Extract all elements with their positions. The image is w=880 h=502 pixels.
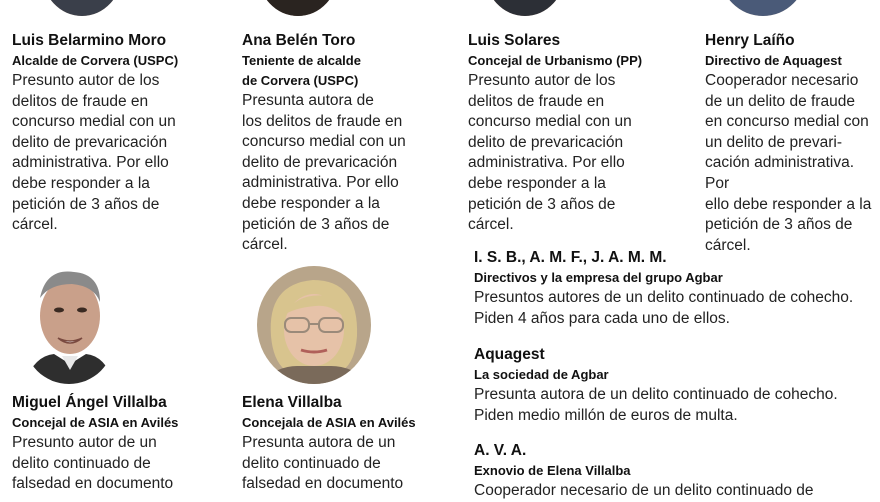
person-role: Alcalde de Corvera (USPC) (12, 53, 179, 68)
profile-henry-laino (705, 31, 880, 256)
person-description: Presunto autor de los delitos de fraude en concurso medial con un delito de prevaricación administrativa. Por ello debe responder a la petición de 3 años de cárcel. (12, 72, 176, 234)
block-description: Cooperador necesario de un delito continuado de (474, 482, 814, 499)
profile-luis-solares (468, 31, 642, 236)
profile-miguel-angel-villalba (12, 393, 178, 495)
portrait-miguel-angel-villalba (24, 264, 114, 384)
portrait-ana-belen-toro (258, 0, 338, 16)
block-title: Aquagest (474, 346, 545, 363)
person-name: Ana Belén Toro (242, 32, 356, 49)
block-title: A. V. A. (474, 442, 527, 459)
block-role: Directivos y la empresa del grupo Agbar (474, 270, 723, 285)
block-description: Presuntos autores de un delito continuado de cohecho. Piden 4 años para cada uno de ellos. (474, 289, 854, 327)
person-role: Concejal de ASIA en Avilés (12, 415, 179, 430)
person-description: Presunto autor de un delito continuado de falsedad en documento (12, 434, 174, 493)
portrait-elena-villalba (257, 266, 371, 384)
portrait-luis-solares (485, 0, 565, 16)
block-aquagest (474, 345, 874, 426)
profile-ana-belen-toro (242, 31, 406, 256)
person-name: Luis Belarmino Moro (12, 32, 167, 49)
person-role: Directivo de Aquagest (705, 53, 842, 68)
person-role: Teniente de alcalde de Corvera (USPC) (242, 53, 361, 88)
block-ava (474, 441, 874, 502)
block-role: Exnovio de Elena Villalba (474, 463, 631, 478)
block-agbar-directors (474, 248, 874, 329)
profile-luis-belarmino-moro (12, 31, 178, 236)
person-description: Presunta autora de un delito continuado de falsedad en documento (242, 434, 404, 493)
person-description: Presunta autora de los delitos de fraude en concurso medial con un delito de prevaricación administrativa. Por ello debe responder a la petición de 3 años de cárcel. (242, 92, 406, 254)
portrait-henry-laino (720, 0, 806, 16)
person-description: Presunto autor de los delitos de fraude en concurso medial con un delito de prevaricación administrativa. Por ello debe responder a la petición de 3 años de cárcel. (468, 72, 632, 234)
person-description: Cooperador necesario de un delito de fraude en concurso medial con un delito de prevari- cación administrativa. Por ello debe responder a la petición de 3 años de cárcel. (705, 72, 872, 254)
person-role: Concejal de Urbanismo (PP) (468, 53, 643, 68)
block-role: La sociedad de Agbar (474, 367, 609, 382)
person-name: Henry Laíño (705, 32, 795, 49)
person-name: Luis Solares (468, 32, 561, 49)
profile-elena-villalba (242, 393, 416, 495)
block-description: Presunta autora de un delito continuado de cohecho. Piden medio millón de euros de multa. (474, 386, 838, 424)
block-title: I. S. B., A. M. F., J. A. M. M. (474, 249, 667, 266)
person-role: Concejala de ASIA en Avilés (242, 415, 416, 430)
person-name: Miguel Ángel Villalba (12, 394, 167, 411)
person-name: Elena Villalba (242, 394, 342, 411)
portrait-luis-belarmino-moro (42, 0, 122, 16)
